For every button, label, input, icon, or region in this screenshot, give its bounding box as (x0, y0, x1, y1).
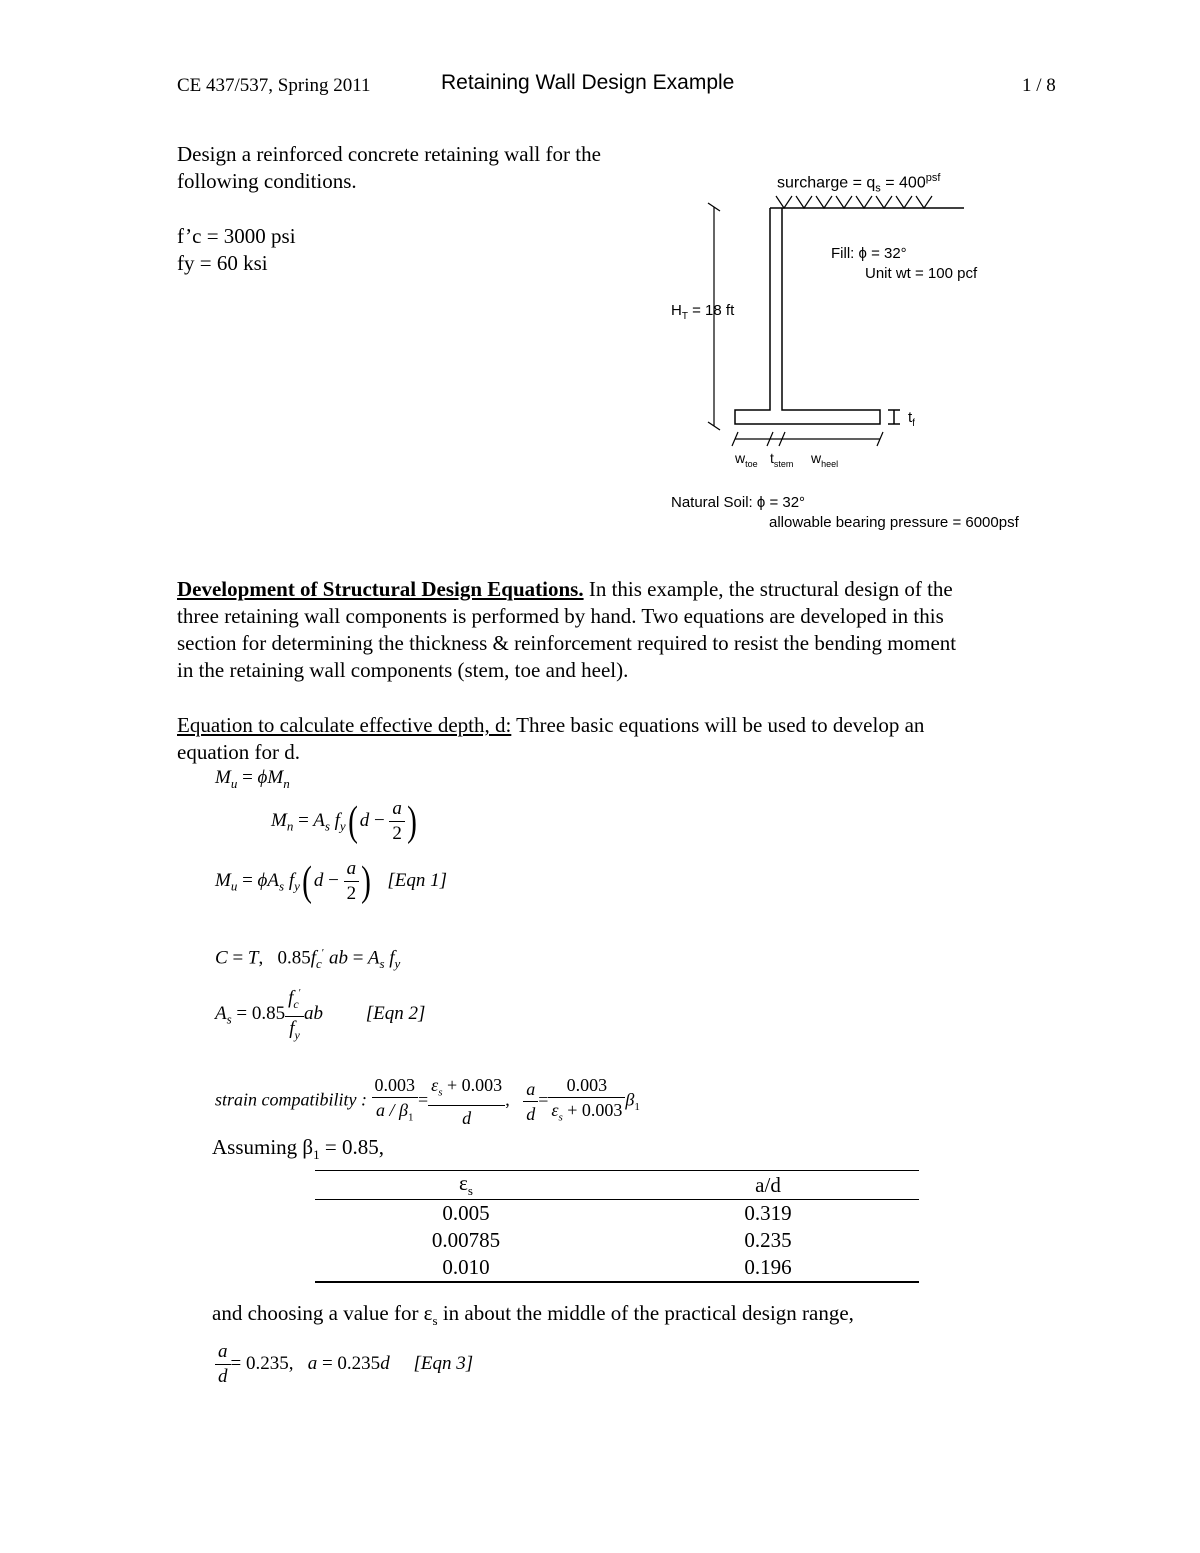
table-cell: 0.00785 (431, 1228, 501, 1253)
development-heading: Development of Structural Design Equations. (177, 577, 584, 601)
table-row (315, 1200, 919, 1228)
strain-compatibility-label: strain compatibility : (215, 1089, 367, 1110)
equation-3: $\frac{a}{d}$ = 0.235, a = 0.235d [Eqn 3] (215, 1340, 473, 1389)
page-number: 1 / 8 (1022, 75, 1056, 96)
table-cell: 0.319 (744, 1201, 792, 1226)
header-course: CE 437/537, Spring 2011 (177, 75, 371, 96)
fill-unit-weight-label: Unit wt = 100 pcf (865, 265, 978, 282)
surcharge-label: surcharge = $q_s = 400^{psf}$ (777, 172, 941, 195)
development-line-1: Development of Structural Design Equations. In this example, the structural design of the (177, 577, 953, 601)
table-cell: 0.010 (315, 1254, 617, 1282)
wheel-label: $w_{heel}$ (811, 450, 839, 469)
effective-depth-heading: Equation to calculate effective depth, d: (177, 713, 512, 737)
tstem-label: $t_{stem}$ (770, 450, 794, 469)
bearing-pressure-label: allowable bearing pressure = 6000psf (769, 514, 1019, 531)
height-label: $H_T = 18$ ft (671, 302, 735, 322)
equation-1-label: [Eqn 1] (387, 869, 447, 891)
effective-depth-line-1: Equation to calculate effective depth, d: Three basic equations will be used to develop an (177, 713, 925, 737)
equation-strain-compatibility: strain compatibility : $\frac{0.003}{a / \beta_1}$ = $\frac{\varepsilon_s + 0.003}{d}$ , $\frac{a}{d}$ = $\frac{0.003}{\varepsilon_s + 0.003}$ $\beta_1$ (215, 1075, 640, 1128)
equation-3-label: [Eqn 3] (413, 1352, 474, 1374)
strain-table (315, 1170, 919, 1283)
fill-phi-label: Fill: ϕ = 32° (831, 245, 907, 262)
assuming-beta: Assuming $\beta_1 = 0.85$, (212, 1135, 384, 1163)
table-row (315, 1227, 919, 1254)
fc-value: f’c = 3000 psi (177, 224, 296, 248)
tf-label: $t_f$ (908, 409, 915, 429)
intro-line-2: following conditions. (177, 169, 357, 193)
strain-table-header (315, 1171, 919, 1200)
equation-mu-phi-mn: $M_u = \phi M_n$ (215, 767, 290, 791)
header-a-over-d: a/d (617, 1171, 919, 1200)
equation-c-equals-t: C = T, $0.85f_c'$ ab = $A_s$ $f_y$ (215, 947, 401, 972)
table-cell: 0.005 (442, 1201, 490, 1226)
equation-2-label: [Eqn 2] (365, 1002, 426, 1024)
tf-dimension (888, 410, 900, 424)
equation-mn: $M_n = A_s$ $f_y$( d − $\frac{a}{2}$ ) (271, 798, 417, 845)
equation-1: $M_u = \phi A_s$ $f_y$( d − $\frac{a}{2}$ ) [Eqn 1] (215, 858, 447, 905)
table-cell: 0.235 (744, 1228, 792, 1253)
development-line-3: section for determining the thickness & reinforcement required to resist the bending moment (177, 631, 957, 655)
natural-soil-label: Natural Soil: ϕ = 32° (671, 494, 806, 511)
equation-2: $A_s = 0.85$ $\frac{f_c'}{f_y}$ ab [Eqn 2] (215, 982, 425, 1047)
development-line-2: three retaining wall components is performed by hand. Two equations are developed in this (177, 604, 944, 628)
header-strain: $\varepsilon_s$ (315, 1171, 617, 1200)
table-cell: 0.196 (617, 1254, 919, 1282)
choosing-value-line: and choosing a value for $\varepsilon_s$ in about the middle of the practical design range, (212, 1301, 854, 1329)
base-dimension (732, 432, 883, 446)
development-line-4: in the retaining wall components (stem, toe and heel). (177, 658, 629, 682)
surcharge-triangles (776, 196, 932, 208)
wtoe-label: $w_{toe}$ (735, 450, 758, 469)
wall-outline (735, 208, 880, 424)
effective-depth-line-2: equation for d. (177, 740, 301, 764)
retaining-wall-diagram (0, 0, 1200, 540)
table-row (315, 1254, 919, 1282)
fy-value: fy = 60 ksi (177, 251, 268, 275)
intro-line-1: Design a reinforced concrete retaining wall for the (177, 142, 601, 166)
page-title: Retaining Wall Design Example (441, 71, 735, 94)
